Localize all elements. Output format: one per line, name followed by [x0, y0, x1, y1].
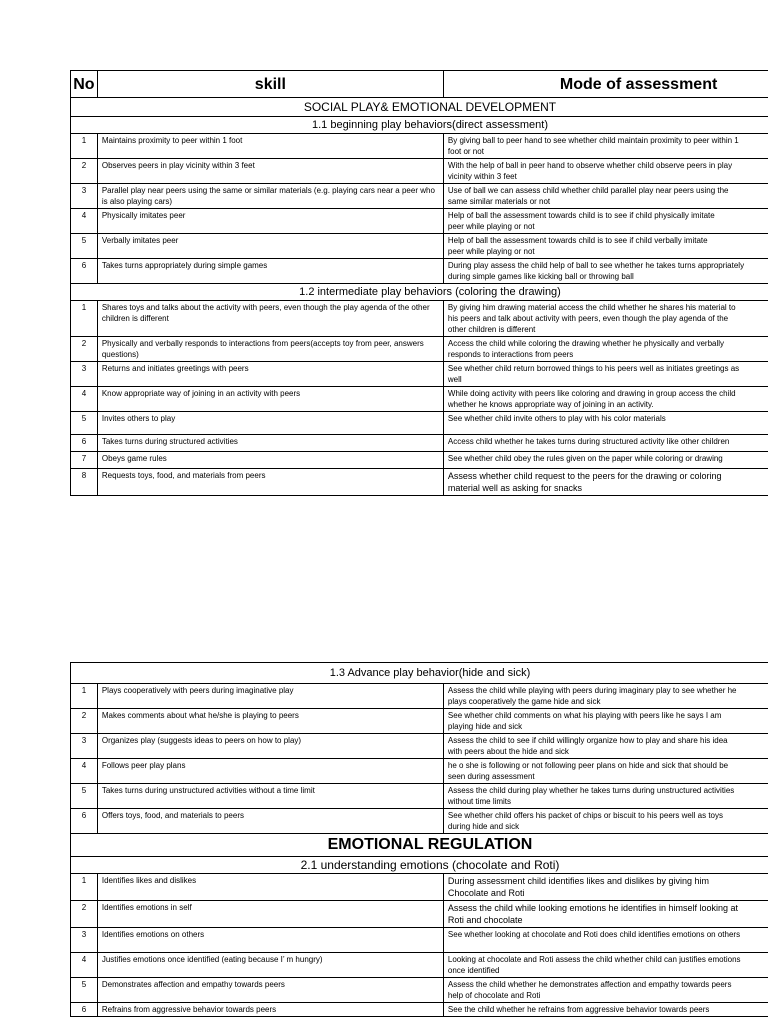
row-number: 2 — [71, 159, 98, 184]
row-mode-line: seen during assessment — [447, 772, 535, 781]
assessment-table-1 — [70, 70, 768, 496]
subsection-title-row — [71, 117, 768, 134]
row-number: 6 — [71, 435, 98, 452]
row-mode-line: with peers about the hide and sick — [447, 747, 569, 756]
row-skill: Verbally imitates peer — [97, 234, 443, 259]
row-mode-line: Roti and chocolate — [447, 915, 523, 925]
header-row — [71, 71, 768, 98]
row-skill: Identifies likes and dislikes — [97, 874, 443, 901]
table-row — [71, 978, 768, 1003]
row-mode-line: See whether child comments on what his playing with peers like he says I am — [447, 711, 722, 720]
row-number: 6 — [71, 1003, 98, 1017]
row-mode-line: without time limits — [447, 797, 512, 806]
table-row — [71, 362, 768, 387]
row-skill: Physically imitates peer — [97, 209, 443, 234]
row-number: 7 — [71, 452, 98, 469]
row-number: 1 — [71, 874, 98, 901]
row-skill: Organizes play (suggests ideas to peers on how to play) — [97, 734, 443, 759]
table-row — [71, 435, 768, 452]
table-row — [71, 734, 768, 759]
row-mode — [443, 734, 768, 759]
row-mode — [443, 953, 768, 978]
subsection-title: 1.1 beginning play behaviors(direct assessment) — [71, 117, 768, 134]
row-mode — [443, 469, 768, 496]
row-number: 6 — [71, 259, 98, 284]
subsection-title: 1.3 Advance play behavior(hide and sick) — [71, 663, 768, 684]
row-mode-line: whether he knows appropriate way of joining in an activity. — [447, 400, 654, 409]
table-row — [71, 134, 768, 159]
row-skill: Physically and verbally responds to interactions from peers(accepts toy from peer, answers questions) — [97, 337, 443, 362]
row-mode-line: he o she is following or not following peer plans on hide and sick that should be — [447, 761, 729, 770]
row-number: 3 — [71, 362, 98, 387]
row-mode-line: material well as asking for snacks — [447, 483, 582, 493]
subsection-title-row — [71, 284, 768, 301]
row-mode — [443, 784, 768, 809]
row-skill: Invites others to play — [97, 412, 443, 435]
row-number: 4 — [71, 759, 98, 784]
header-no: No — [71, 71, 98, 98]
table-row — [71, 709, 768, 734]
row-mode — [443, 134, 768, 159]
row-mode-line: vicinity within 3 feet — [447, 172, 517, 181]
row-number: 3 — [71, 184, 98, 209]
row-mode-line: See whether child offers his packet of chips or biscuit to his peers well as toys — [447, 811, 724, 820]
row-number: 1 — [71, 134, 98, 159]
table-row — [71, 259, 768, 284]
row-mode-line: responds to interactions from peers — [447, 350, 574, 359]
row-mode-line: foot or not — [447, 147, 484, 156]
row-number: 5 — [71, 234, 98, 259]
row-skill: Takes turns during structured activities — [97, 435, 443, 452]
table-row — [71, 159, 768, 184]
row-number: 5 — [71, 978, 98, 1003]
subsection-title: 1.2 intermediate play behaviors (coloring the drawing) — [71, 284, 768, 301]
row-mode-line: peer while playing or not — [447, 222, 535, 231]
row-mode-line: Help of ball the assessment towards child is to see if child physically imitate — [447, 211, 715, 220]
row-mode-line: once identified — [447, 966, 500, 975]
row-number: 2 — [71, 901, 98, 928]
row-mode — [443, 337, 768, 362]
row-mode-line: Help of ball the assessment towards child is to see if child verbally imitate — [447, 236, 708, 245]
table-row — [71, 387, 768, 412]
row-mode-line: peer while playing or not — [447, 247, 535, 256]
row-mode-line: Assess the child whether he demonstrates affection and empathy towards peers — [447, 980, 732, 989]
row-mode — [443, 159, 768, 184]
row-skill: Follows peer play plans — [97, 759, 443, 784]
table-row — [71, 684, 768, 709]
row-skill: Requests toys, food, and materials from peers — [97, 469, 443, 496]
row-mode-line: Access the child while coloring the drawing whether he physically and verbally — [447, 339, 725, 348]
row-mode-line: During play assess the child help of ball to see whether he takes turns appropriately — [447, 261, 745, 270]
table-row — [71, 452, 768, 469]
row-mode-line: help of chocolate and Roti — [447, 991, 541, 1000]
row-skill: Takes turns appropriately during simple games — [97, 259, 443, 284]
table-row — [71, 412, 768, 435]
row-skill: Demonstrates affection and empathy towards peers — [97, 978, 443, 1003]
table-row — [71, 759, 768, 784]
row-mode — [443, 362, 768, 387]
section-title-row — [71, 98, 768, 117]
row-number: 1 — [71, 684, 98, 709]
row-skill: Shares toys and talks about the activity with peers, even though the play agenda of the other children is different — [97, 301, 443, 337]
row-number: 4 — [71, 953, 98, 978]
row-number: 2 — [71, 337, 98, 362]
table-row — [71, 301, 768, 337]
row-number: 3 — [71, 928, 98, 953]
row-mode-line: During assessment child identifies likes and dislikes by giving him — [447, 876, 710, 886]
row-skill: Maintains proximity to peer within 1 foot — [97, 134, 443, 159]
row-skill: Parallel play near peers using the same or similar materials (e.g. playing cars near a peer who is also playing cars) — [97, 184, 443, 209]
row-number: 1 — [71, 301, 98, 337]
row-mode — [443, 709, 768, 734]
row-mode — [443, 684, 768, 709]
row-mode — [443, 874, 768, 901]
row-skill: Justifies emotions once identified (eating because I’ m hungry) — [97, 953, 443, 978]
table-row — [71, 809, 768, 834]
table-row — [71, 901, 768, 928]
row-mode — [443, 184, 768, 209]
row-skill: Observes peers in play vicinity within 3 feet — [97, 159, 443, 184]
row-number: 4 — [71, 209, 98, 234]
row-mode — [443, 978, 768, 1003]
table-row — [71, 469, 768, 496]
row-mode-line: Assess whether child request to the peers for the drawing or coloring — [447, 471, 722, 481]
row-skill: Plays cooperatively with peers during imaginative play — [97, 684, 443, 709]
table-row — [71, 209, 768, 234]
row-mode — [443, 759, 768, 784]
row-mode-line: By giving ball to peer hand to see whether child maintain proximity to peer within 1 — [447, 136, 739, 145]
row-mode-line: well — [447, 375, 462, 384]
row-skill: Refrains from aggressive behavior towards peers — [97, 1003, 443, 1017]
row-skill: Identifies emotions on others — [97, 928, 443, 953]
row-mode-line: Assess the child while playing with peers during imaginary play to see whether he — [447, 686, 737, 695]
row-number: 4 — [71, 387, 98, 412]
header-mode: Mode of assessment — [443, 71, 768, 98]
row-skill: Obeys game rules — [97, 452, 443, 469]
row-mode-line: While doing activity with peers like coloring and drawing in group access the child — [447, 389, 736, 398]
row-mode-line: plays cooperatively the game hide and sick — [447, 697, 601, 706]
row-mode: See whether child obey the rules given on the paper while coloring or drawing — [443, 452, 768, 469]
section-title-row — [71, 834, 768, 857]
row-skill: Identifies emotions in self — [97, 901, 443, 928]
row-mode — [443, 809, 768, 834]
row-mode-line: Chocolate and Roti — [447, 888, 525, 898]
row-mode-line: same similar materials or not — [447, 197, 551, 206]
section-title: SOCIAL PLAY& EMOTIONAL DEVELOPMENT — [71, 98, 768, 117]
subsection-title-row — [71, 663, 768, 684]
row-mode-line: his peers and talk about activity with peers, even though the play agenda of the — [447, 314, 729, 323]
row-mode — [443, 259, 768, 284]
row-mode-line: other children is different — [447, 325, 536, 334]
row-mode-line: By giving him drawing material access the child whether he shares his material to — [447, 303, 736, 312]
row-mode-line: Use of ball we can assess child whether child parallel play near peers using the — [447, 186, 729, 195]
subsection-title: 2.1 understanding emotions (chocolate and Roti) — [71, 857, 768, 874]
row-number: 5 — [71, 784, 98, 809]
table-row — [71, 928, 768, 953]
row-skill: Makes comments about what he/she is playing to peers — [97, 709, 443, 734]
row-mode — [443, 301, 768, 337]
row-mode-line: during simple games like kicking ball or throwing ball — [447, 272, 634, 281]
section-title: EMOTIONAL REGULATION — [71, 834, 768, 857]
row-mode — [443, 209, 768, 234]
assessment-table-2 — [70, 662, 768, 1017]
table-row — [71, 874, 768, 901]
row-skill: Know appropriate way of joining in an activity with peers — [97, 387, 443, 412]
table-row — [71, 184, 768, 209]
row-mode: Access child whether he takes turns during structured activity like other children — [443, 435, 768, 452]
table-row — [71, 1003, 768, 1017]
row-mode: See whether child invite others to play with his color materials — [443, 412, 768, 435]
table-row — [71, 234, 768, 259]
table-row — [71, 337, 768, 362]
row-number: 8 — [71, 469, 98, 496]
row-mode: See the child whether he refrains from aggressive behavior towards peers — [443, 1003, 768, 1017]
row-mode-line: Looking at chocolate and Roti assess the child whether child can justifies emotions — [447, 955, 741, 964]
table-row — [71, 784, 768, 809]
row-mode — [443, 387, 768, 412]
row-mode-line: during hide and sick — [447, 822, 520, 831]
row-mode — [443, 234, 768, 259]
row-number: 2 — [71, 709, 98, 734]
row-mode-line: With the help of ball in peer hand to observe whether child observe peers in play — [447, 161, 733, 170]
row-mode-line: playing hide and sick — [447, 722, 523, 731]
row-mode: See whether looking at chocolate and Roti does child identifies emotions on others — [443, 928, 768, 953]
header-skill: skill — [97, 71, 443, 98]
row-mode-line: See whether child return borrowed things to his peers well as initiates greetings as — [447, 364, 740, 373]
row-mode — [443, 901, 768, 928]
row-skill: Offers toys, food, and materials to peers — [97, 809, 443, 834]
table-row — [71, 953, 768, 978]
row-number: 3 — [71, 734, 98, 759]
row-mode-line: Assess the child while looking emotions he identifies in himself looking at — [447, 903, 739, 913]
row-skill: Takes turns during unstructured activities without a time limit — [97, 784, 443, 809]
row-number: 6 — [71, 809, 98, 834]
row-mode-line: Assess the child during play whether he takes turns during unstructured activities — [447, 786, 735, 795]
row-number: 5 — [71, 412, 98, 435]
row-skill: Returns and initiates greetings with peers — [97, 362, 443, 387]
subsection-title-row — [71, 857, 768, 874]
row-mode-line: Assess the child to see if child willingly organize how to play and share his idea — [447, 736, 728, 745]
